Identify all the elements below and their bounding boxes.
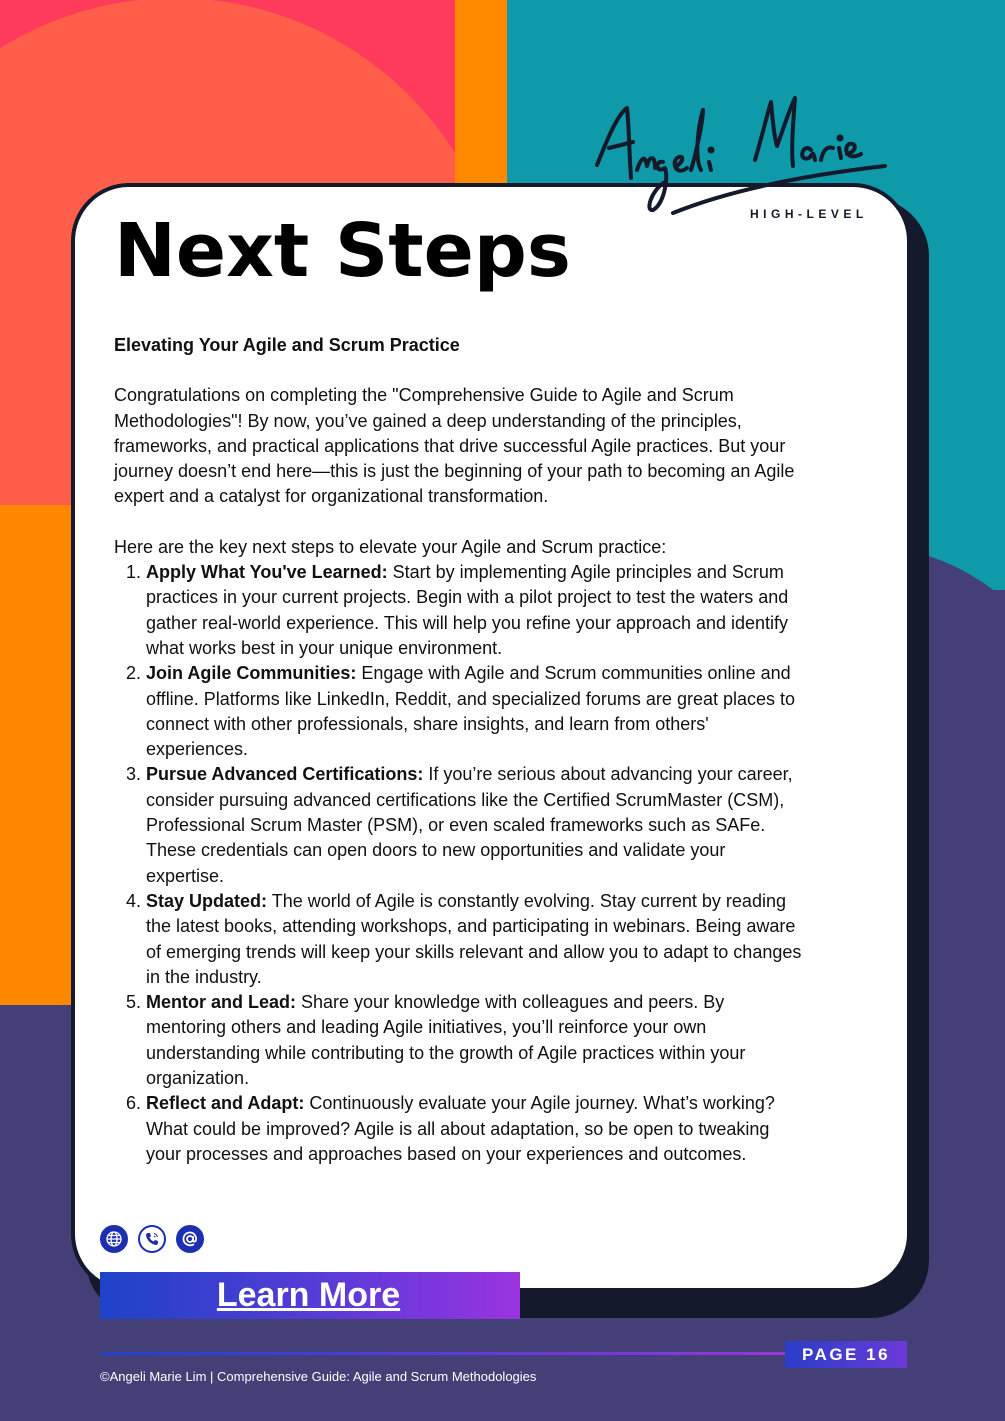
page-number-badge: PAGE 16 <box>785 1341 907 1368</box>
signature-logo-graphic <box>585 70 905 230</box>
step-text: Continuously evaluate your Agile journey. What’s working? What could be improved? Agile is all about adaptation, so be open to tweaking your processes and approaches based on your experiences and outcomes. <box>146 1093 775 1164</box>
step-label: Apply What You've Learned: <box>146 562 388 583</box>
step-text: Engage with Agile and Scrum communities online and offline. Platforms like LinkedIn, Reddit, and specialized forums are great places to connect with other professionals, share insights, and learn from others' experiences. <box>146 663 796 760</box>
list-item <box>146 990 804 1091</box>
intro-paragraph: Congratulations on completing the "Comprehensive Guide to Agile and Scrum Methodologies"! By now, you’ve gained a deep understanding of the principles, frameworks, and practical applications that drive successful Agile practices. But your journey doesn’t end here—this is just the beginning of your path to becoming an Agile expert and a catalyst for organizational transformation. <box>114 385 795 507</box>
step-text: If you’re serious about advancing your career, consider pursuing advanced certifications like the Certified ScrumMaster (CSM), Professional Scrum Master (PSM), or even scaled frameworks such as SAFe. These credentials can open doors to new opportunities and validate your expertise. <box>146 764 793 886</box>
step-label: Reflect and Adapt: <box>146 1093 305 1114</box>
page-title: Next Steps <box>114 208 571 294</box>
list-item <box>146 762 804 888</box>
step-label: Join Agile Communities: <box>146 663 357 684</box>
list-intro: Here are the key next steps to elevate your Agile and Scrum practice: <box>114 536 667 557</box>
footer-divider <box>100 1352 790 1355</box>
learn-more-label[interactable]: Learn More <box>216 1276 401 1314</box>
step-text: Share your knowledge with colleagues and peers. By mentoring others and leading Agile initiatives, you’ll reinforce your own understanding while contributing to the growth of Agile practices within your organization. <box>146 992 746 1089</box>
contact-icons <box>100 1225 204 1253</box>
list-item <box>146 560 804 661</box>
step-text: Start by implementing Agile principles and Scrum practices in your current projects. Begin with a pilot project to test the waters and gather real-world experience. This will help you refine your approach and identify what works best in your unique environment. <box>146 562 789 658</box>
step-label: Stay Updated: <box>146 890 268 911</box>
phone-icon[interactable] <box>138 1225 166 1253</box>
globe-icon[interactable] <box>100 1225 128 1253</box>
brand-logo <box>585 70 905 230</box>
list-item <box>146 661 804 762</box>
at-icon[interactable] <box>176 1225 204 1253</box>
learn-more-button[interactable] <box>100 1272 520 1319</box>
footer-copyright: ©Angeli Marie Lim | Comprehensive Guide: Agile and Scrum Methodologies <box>100 1369 537 1384</box>
page-subtitle: Elevating Your Agile and Scrum Practice <box>114 335 460 355</box>
step-label: Pursue Advanced Certifications: <box>146 764 424 785</box>
step-label: Mentor and Lead: <box>146 992 297 1013</box>
step-text: The world of Agile is constantly evolving. Stay current by reading the latest books, attending workshops, and participating in webinars. Being aware of emerging trends will keep your skills relevant and allow you to adapt to changes in the industry. <box>146 890 802 987</box>
main-content <box>114 333 804 1167</box>
brand-tagline: HIGH-LEVEL <box>750 207 868 221</box>
next-steps-list <box>114 560 804 1167</box>
list-item <box>146 889 804 990</box>
list-item <box>146 1091 804 1167</box>
